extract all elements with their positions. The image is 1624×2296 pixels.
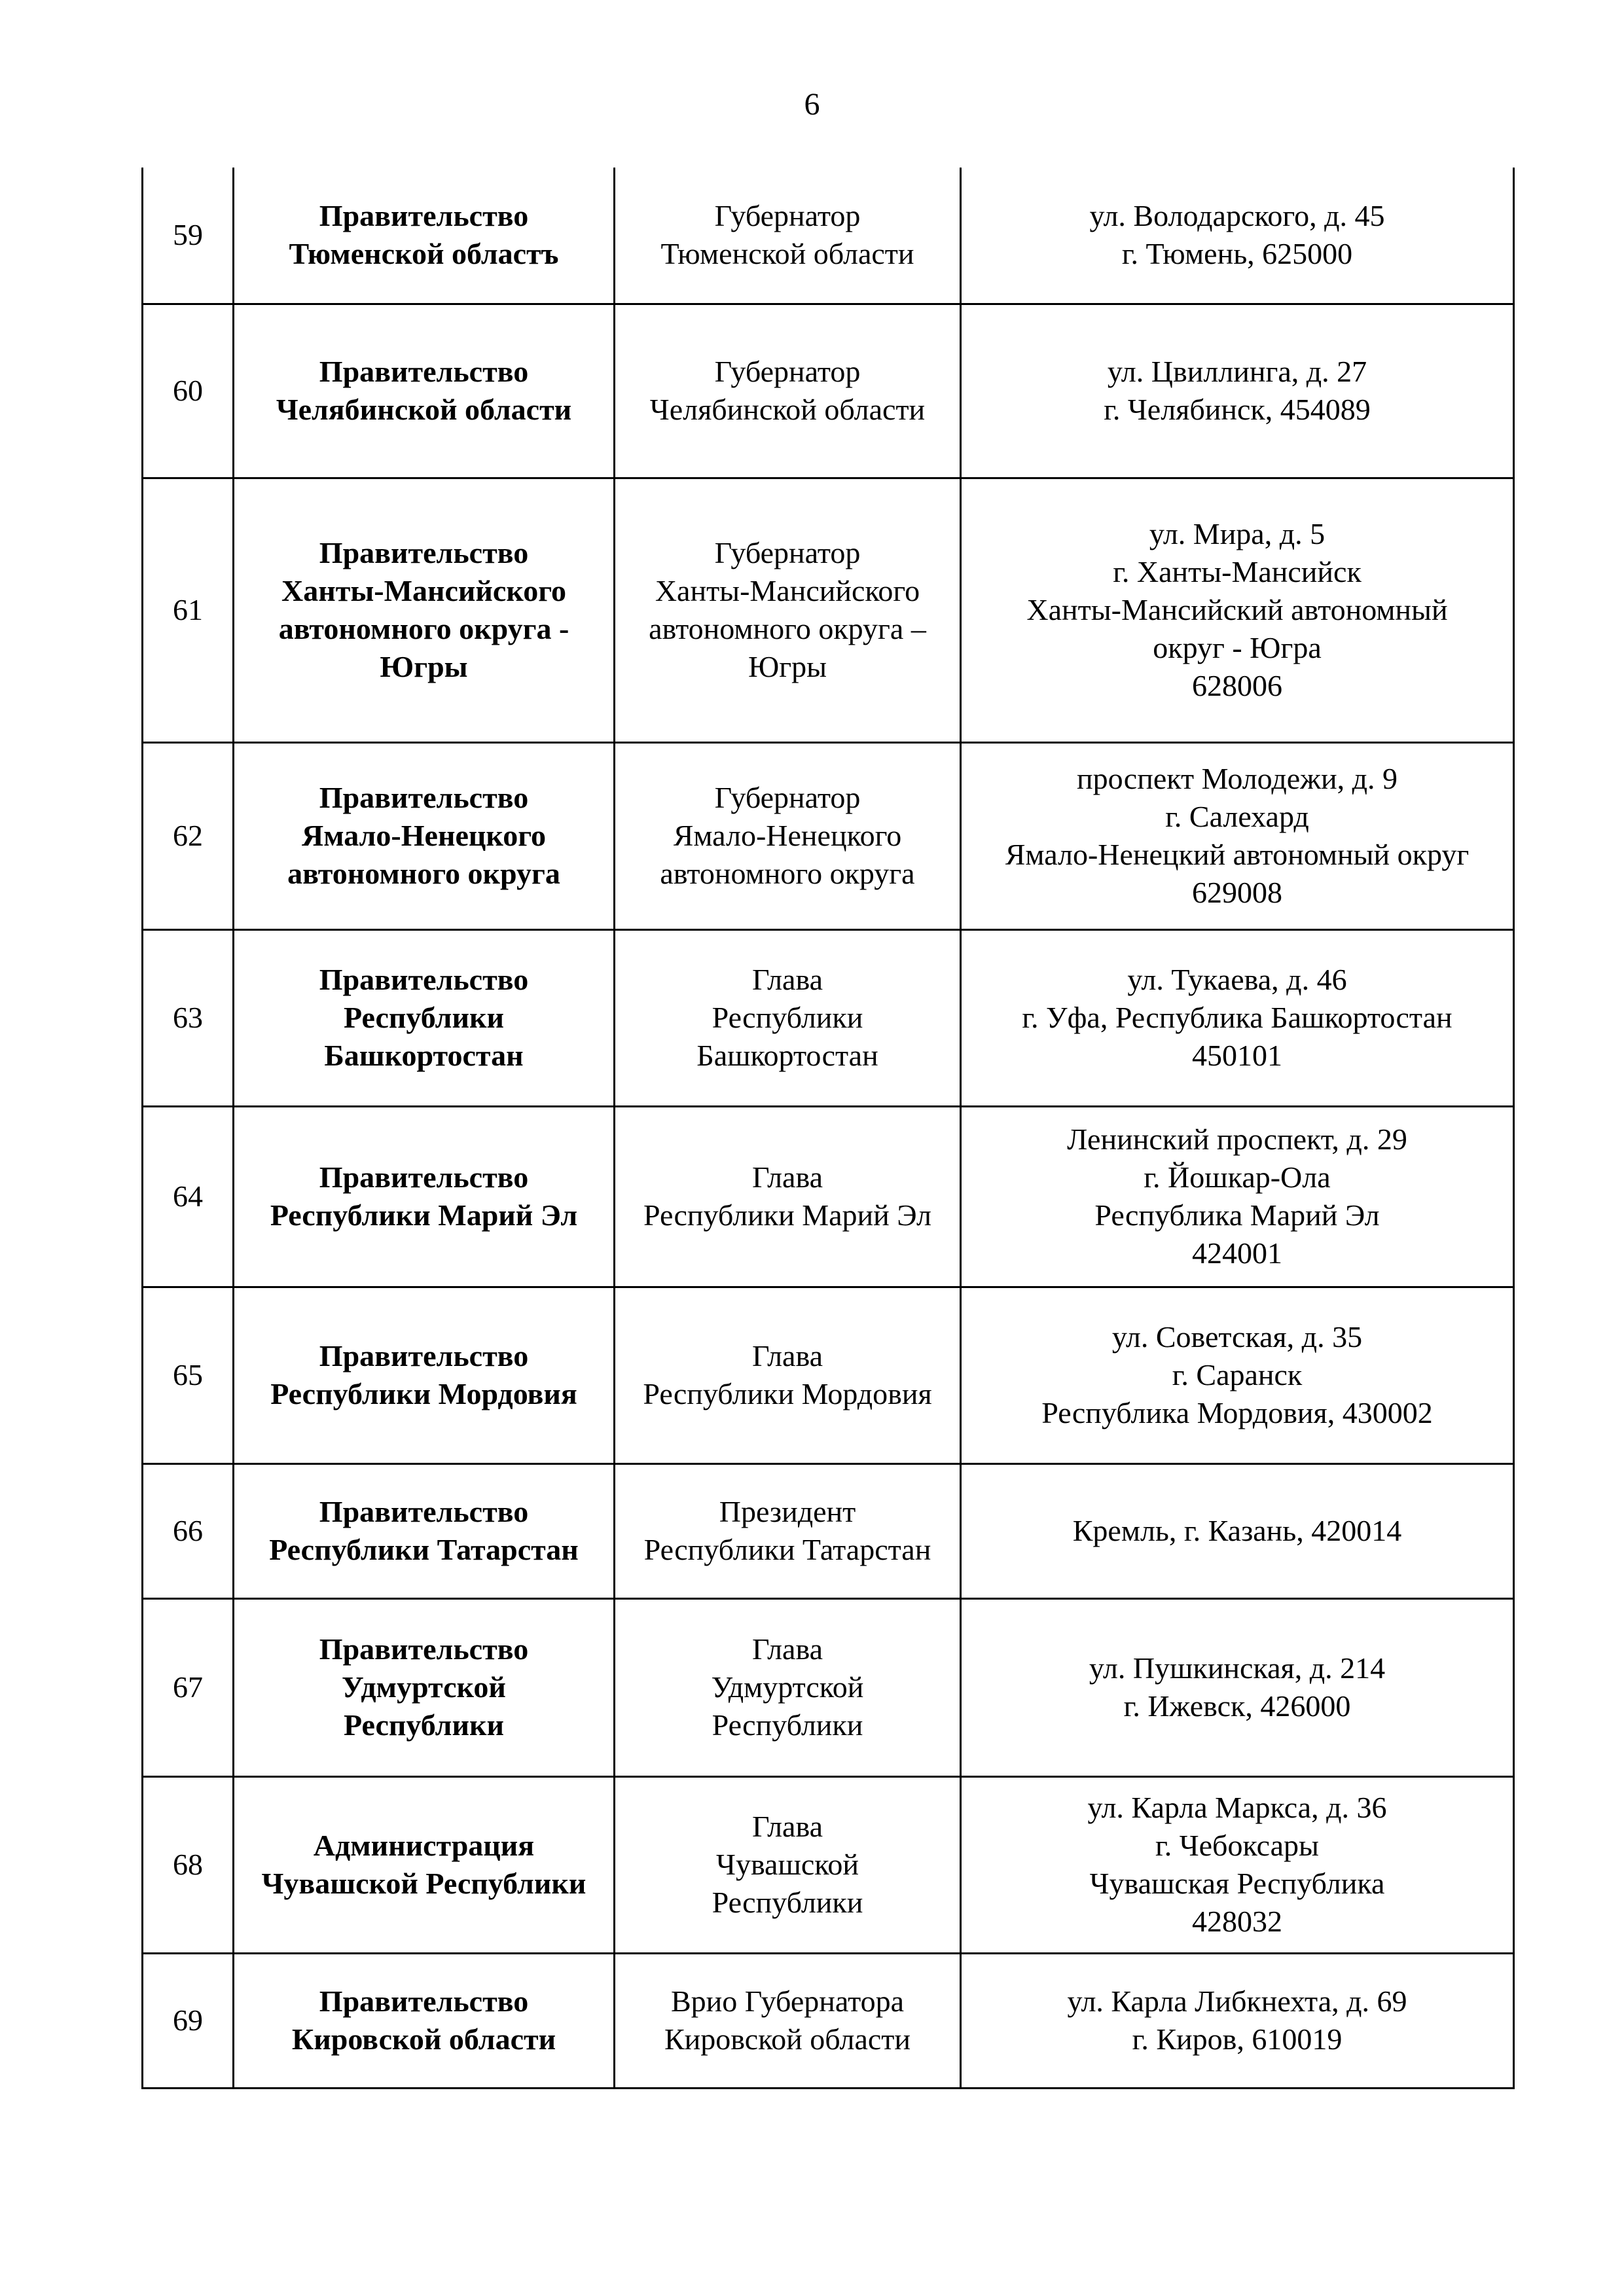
table-row (143, 1598, 1514, 1776)
cell-line: 628006 (1192, 669, 1282, 702)
cell-line: Правительство (319, 963, 529, 996)
cell-line: Губернатор (714, 355, 861, 388)
cell-line: г. Саранск (1172, 1358, 1303, 1391)
row-number: 61 (143, 478, 234, 742)
cell-line: г. Тюмень, 625000 (1121, 237, 1353, 271)
cell-line: Республики Татарстан (269, 1533, 579, 1566)
cell-line: г. Йошкар-Ола (1144, 1160, 1331, 1194)
cell-line: Республики Марий Эл (270, 1198, 578, 1232)
cell-line: Глава (751, 1632, 823, 1666)
organization-cell (234, 1106, 615, 1287)
cell-line: Республики Мордовия (270, 1377, 577, 1410)
table-row (143, 1463, 1514, 1598)
cell-line: Тюменской областъ (289, 237, 559, 271)
row-number: 64 (143, 1106, 234, 1287)
address-cell (961, 929, 1514, 1106)
cell-line: Правительство (319, 355, 529, 388)
cell-line: ул. Карла Либкнехта, д. 69 (1067, 1984, 1407, 2018)
cell-line: ул. Мира, д. 5 (1149, 517, 1326, 550)
cell-line: Удмуртской (711, 1670, 864, 1704)
table-row (143, 1776, 1514, 1953)
cell-line: Республики (344, 1708, 504, 1742)
cell-line: Ханты-Мансийского (655, 574, 920, 607)
head-official-cell (615, 168, 961, 304)
cell-line: Кировской области (291, 2022, 556, 2056)
row-number: 62 (143, 742, 234, 929)
organization-cell (234, 929, 615, 1106)
cell-line: Правительство (319, 1339, 529, 1372)
cell-line: г. Ханты-Мансийск (1113, 555, 1362, 588)
cell-line: Республики (712, 1001, 863, 1034)
cell-line: Республики (712, 1886, 863, 1919)
cell-line: Ямало-Ненецкий автономный округ (1005, 838, 1470, 871)
cell-line: автономного округа (287, 857, 560, 890)
cell-line: г. Чебоксары (1155, 1829, 1319, 1862)
cell-line: Югры (748, 650, 827, 683)
cell-line: Чувашской (716, 1848, 859, 1881)
head-official-cell (615, 1106, 961, 1287)
address-cell (961, 478, 1514, 742)
row-number: 65 (143, 1287, 234, 1463)
cell-line: Ханты-Мансийского (281, 574, 566, 607)
cell-line: Башкортостан (696, 1039, 878, 1072)
organization-cell (234, 742, 615, 929)
cell-line: 629008 (1192, 876, 1282, 909)
page-number: 6 (804, 87, 820, 122)
cell-line: ул. Карла Маркса, д. 36 (1087, 1791, 1387, 1824)
cell-line: Ленинский проспект, д. 29 (1067, 1122, 1407, 1156)
cell-line: Администрация (313, 1829, 535, 1862)
cell-line: Республики Татарстан (643, 1533, 931, 1566)
table-body (143, 168, 1514, 2088)
row-number: 68 (143, 1776, 234, 1953)
organization-cell (234, 1463, 615, 1598)
head-official-cell (615, 1776, 961, 1953)
head-official-cell (615, 478, 961, 742)
head-official-cell (615, 1287, 961, 1463)
cell-line: Тюменской области (660, 237, 914, 271)
address-cell (961, 1953, 1514, 2088)
organization-cell (234, 304, 615, 478)
cell-line: Правительство (319, 1160, 529, 1194)
cell-line: Ханты-Мансийский автономный (1026, 593, 1448, 626)
cell-line: г. Челябинск, 454089 (1104, 393, 1371, 426)
cell-line: Республики (712, 1708, 863, 1742)
address-cell (961, 1287, 1514, 1463)
cell-line: Кремль, г. Казань, 420014 (1072, 1514, 1402, 1547)
cell-line: Югры (380, 650, 468, 683)
cell-line: Глава (751, 963, 823, 996)
address-cell (961, 1463, 1514, 1598)
cell-line: автономного округа - (278, 612, 569, 645)
cell-line: г. Уфа, Республика Башкортостан (1022, 1001, 1453, 1034)
cell-line: Правительство (319, 199, 529, 233)
cell-line: Челябинской области (649, 393, 926, 426)
cell-line: Ямало-Ненецкого (301, 819, 547, 852)
cell-line: Правительство (319, 1984, 529, 2018)
cell-line: Республика Мордовия, 430002 (1041, 1396, 1433, 1429)
cell-line: Чувашская Республика (1089, 1867, 1385, 1900)
row-number: 69 (143, 1953, 234, 2088)
table-row (143, 1953, 1514, 2088)
row-number: 63 (143, 929, 234, 1106)
table-row (143, 478, 1514, 742)
cell-line: Правительство (319, 781, 529, 814)
cell-line: г. Ижевск, 426000 (1123, 1689, 1351, 1723)
organization-cell (234, 168, 615, 304)
cell-line: Правительство (319, 1495, 529, 1528)
head-official-cell (615, 929, 961, 1106)
head-official-cell (615, 304, 961, 478)
cell-line: Правительство (319, 536, 529, 569)
cell-line: Ямало-Ненецкого (673, 819, 902, 852)
cell-line: ул. Пушкинская, д. 214 (1089, 1651, 1386, 1685)
cell-line: г. Салехард (1165, 800, 1309, 833)
organization-cell (234, 1776, 615, 1953)
table-row (143, 1287, 1514, 1463)
cell-line: округ - Югра (1153, 631, 1322, 664)
row-number: 66 (143, 1463, 234, 1598)
address-cell (961, 1598, 1514, 1776)
cell-line: автономного округа – (649, 612, 926, 645)
row-number: 67 (143, 1598, 234, 1776)
cell-line: Чувашской Республики (261, 1867, 586, 1900)
cell-line: Республики (344, 1001, 504, 1034)
head-official-cell (615, 1463, 961, 1598)
address-cell (961, 1776, 1514, 1953)
cell-line: Губернатор (714, 781, 861, 814)
cell-line: Башкортостан (324, 1039, 524, 1072)
head-official-cell (615, 742, 961, 929)
head-official-cell (615, 1598, 961, 1776)
table-row (143, 304, 1514, 478)
table-row (143, 929, 1514, 1106)
cell-line: Глава (751, 1339, 823, 1372)
address-cell (961, 1106, 1514, 1287)
organization-cell (234, 478, 615, 742)
table-row (143, 1106, 1514, 1287)
table-row (143, 168, 1514, 304)
organization-cell (234, 1953, 615, 2088)
cell-line: Челябинской области (276, 393, 572, 426)
cell-line: автономного округа (660, 857, 915, 890)
cell-line: Глава (751, 1810, 823, 1843)
head-official-cell (615, 1953, 961, 2088)
cell-line: Республики Мордовия (643, 1377, 932, 1410)
cell-line: Правительство (319, 1632, 529, 1666)
cell-line: Кировской области (664, 2022, 911, 2056)
cell-line: Врио Губернатора (670, 1984, 904, 2018)
organization-cell (234, 1598, 615, 1776)
cell-line: проспект Молодежи, д. 9 (1077, 762, 1398, 795)
government-contacts-table (141, 168, 1515, 2089)
cell-line: г. Киров, 610019 (1132, 2022, 1343, 2056)
cell-line: Республики Марий Эл (643, 1198, 932, 1232)
cell-line: ул. Володарского, д. 45 (1089, 199, 1385, 233)
cell-line: 424001 (1192, 1236, 1282, 1270)
address-cell (961, 742, 1514, 929)
cell-line: Губернатор (714, 199, 861, 233)
cell-line: ул. Тукаева, д. 46 (1127, 963, 1347, 996)
cell-line: 428032 (1192, 1905, 1282, 1938)
cell-line: Республика Марий Эл (1094, 1198, 1380, 1232)
address-cell (961, 168, 1514, 304)
cell-line: ул. Цвиллинга, д. 27 (1107, 355, 1367, 388)
cell-line: Глава (751, 1160, 823, 1194)
address-cell (961, 304, 1514, 478)
cell-line: Губернатор (714, 536, 861, 569)
cell-line: Удмуртской (342, 1670, 506, 1704)
cell-line: 450101 (1192, 1039, 1282, 1072)
cell-line: ул. Советская, д. 35 (1111, 1320, 1363, 1354)
table-row (143, 742, 1514, 929)
row-number: 60 (143, 304, 234, 478)
organization-cell (234, 1287, 615, 1463)
cell-line: Президент (719, 1495, 856, 1528)
row-number: 59 (143, 168, 234, 304)
